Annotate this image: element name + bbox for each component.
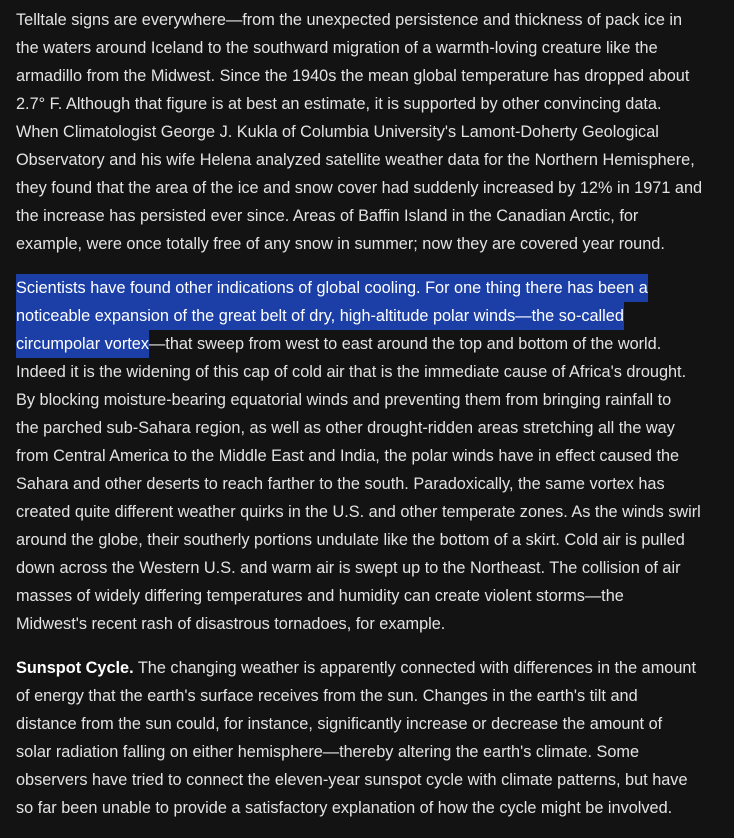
text-line[interactable] [16,330,716,358]
section-heading: Sunspot Cycle. [16,659,134,677]
paragraph-global-cooling[interactable] [16,274,716,638]
text-line[interactable]: armadillo from the Midwest. Since the 1940s the mean global temperature has dropped about [16,67,690,85]
text-line[interactable] [16,654,716,682]
text-line[interactable] [16,302,716,330]
text-line[interactable]: distance from the sun could, for instance, significantly increase or decrease the amount of [16,715,663,733]
text-line[interactable]: so far been unable to provide a satisfactory explanation of how the cycle might be involved. [16,799,673,817]
text-line[interactable]: around the globe, their southerly portions undulate like the bottom of a skirt. Cold air is pulled [16,531,685,549]
text-line[interactable]: of energy that the earth's surface receives from the sun. Changes in the earth's tilt and [16,687,638,705]
text-line[interactable]: they found that the area of the ice and snow cover had suddenly increased by 12% in 1971 and [16,179,703,197]
text-line[interactable]: When Climatologist George J. Kukla of Columbia University's Lamont-Doherty Geological [16,123,659,141]
text-line[interactable]: the waters around Iceland to the southward migration of a warmth-loving creature like the [16,39,658,57]
text-line[interactable]: example, were once totally free of any snow in summer; now they are covered year round. [16,235,665,253]
text-line[interactable]: down across the Western U.S. and warm air is swept up to the Northeast. The collision of air [16,559,681,577]
paragraph-sunspot-cycle[interactable] [16,654,716,822]
text-line[interactable]: Telltale signs are everywhere—from the unexpected persistence and thickness of pack ice in [16,11,683,29]
text-line[interactable]: Midwest's recent rash of disastrous tornadoes, for example. [16,615,446,633]
text-line[interactable]: observers have tried to connect the eleven-year sunspot cycle with climate patterns, but have [16,771,688,789]
text-line[interactable]: Indeed it is the widening of this cap of cold air that is the immediate cause of Africa's drought. [16,363,687,381]
selected-text[interactable]: noticeable expansion of the great belt of dry, high-altitude polar winds—the so-called [16,302,624,330]
paragraph-telltale-signs[interactable] [16,6,716,258]
unselected-text[interactable]: —that sweep from west to east around the top and bottom of the world. [149,335,662,353]
text-line[interactable]: By blocking moisture-bearing equatorial winds and preventing them from bringing rainfall to [16,391,672,409]
text-line[interactable]: solar radiation falling on either hemisphere—thereby altering the earth's climate. Some [16,743,640,761]
text-line[interactable]: masses of widely differing temperatures and humidity can create violent storms—the [16,587,624,605]
text-line[interactable]: the increase has persisted ever since. Areas of Baffin Island in the Canadian Arctic, for [16,207,639,225]
selected-text[interactable]: circumpolar vortex [16,330,149,358]
text-line[interactable]: Sahara and other deserts to reach farther to the south. Paradoxically, the same vortex has [16,475,665,493]
selected-text[interactable]: Scientists have found other indications of global cooling. For one thing there has been a [16,274,648,302]
text-line[interactable]: created quite different weather quirks in the U.S. and other temperate zones. As the winds swirl [16,503,701,521]
text-fragment[interactable]: The changing weather is apparently connected with differences in the amount [133,659,696,677]
text-line[interactable]: Observatory and his wife Helena analyzed satellite weather data for the Northern Hemisphere, [16,151,695,169]
text-line[interactable]: the parched sub-Sahara region, as well as other drought-ridden areas stretching all the way [16,419,675,437]
text-line[interactable]: from Central America to the Middle East and India, the polar winds have in effect caused the [16,447,680,465]
text-line[interactable]: 2.7° F. Although that figure is at best an estimate, it is supported by other convincing data. [16,95,662,113]
article-body [16,6,716,838]
text-line[interactable] [16,274,716,302]
